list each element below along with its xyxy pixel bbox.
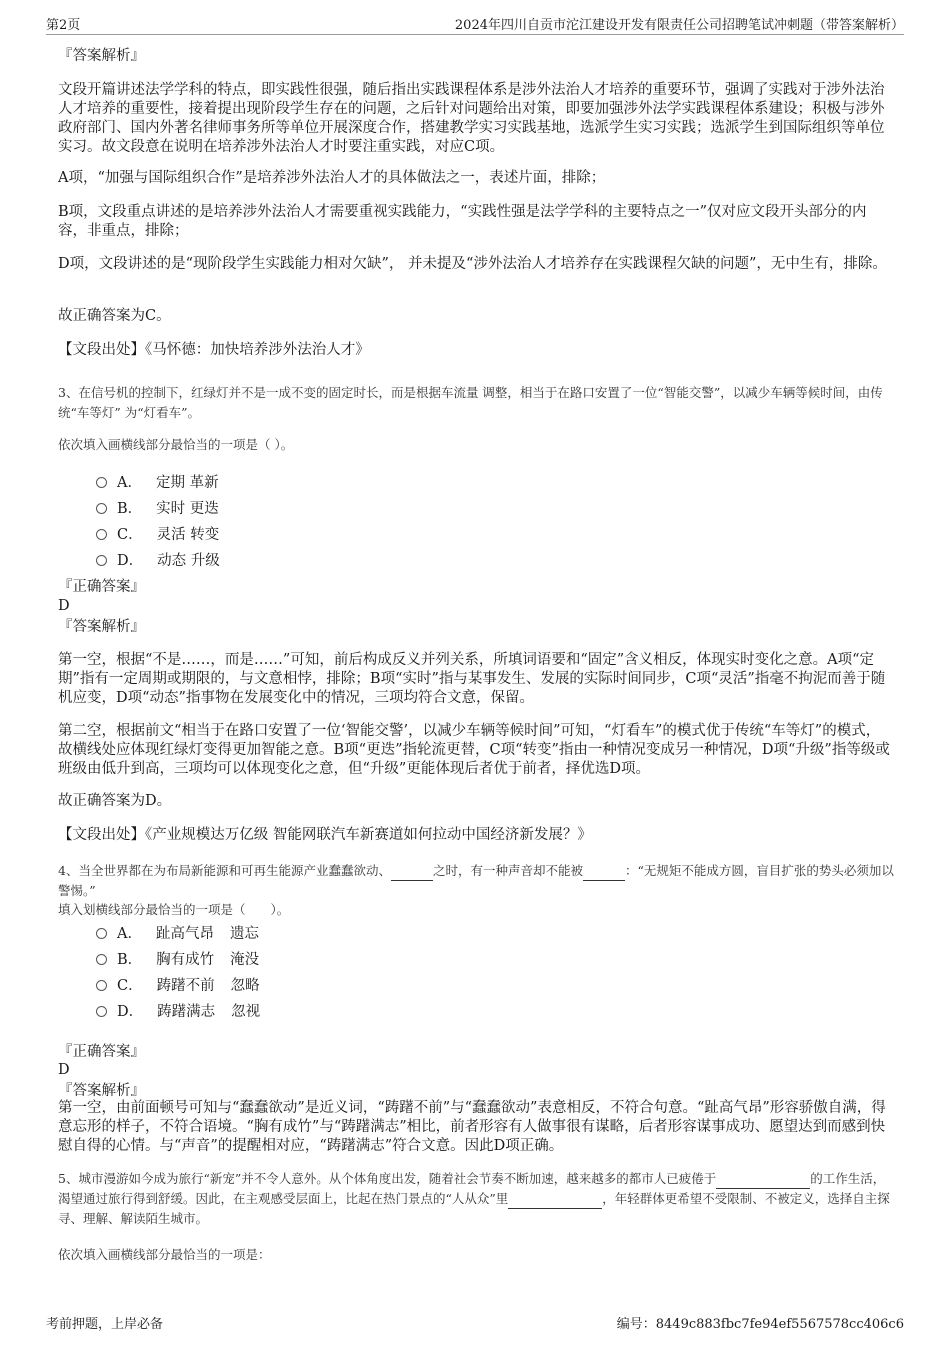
q3-option-a[interactable]: A． 定期 革新	[96, 471, 219, 491]
q4-option-b[interactable]: B． 胸有成竹 淹没	[96, 948, 259, 968]
q3-source: 【文段出处】《产业规模达万亿级 智能网联汽车新赛道如何拉动中国经济新发展？》	[58, 827, 592, 843]
radio-icon[interactable]	[96, 928, 107, 939]
q4-prompt: 填入划横线部分最恰当的一项是（ ）。	[58, 902, 290, 917]
q5-prompt: 依次填入画横线部分最恰当的一项是：	[58, 1247, 271, 1262]
q3-analysis-para1: 第一空，根据“不是……，而是……”可知，前后构成反义并列关系，所填词语要和“固定”含义相反，体现实时变化之意。A项“定期”指有一定周期或期限的，与文意相悖，排除；B项“实时”指与某事发生、发展的实际时间同步，C项“灵活”指毫不拘泥而善于随机应变，D项“动态”指事物在发展变化中的情况，三项均符合文意，保留。	[58, 652, 886, 706]
footer-document-id: 编号：8449c883fbc7fe94ef5567578cc406c6	[616, 1317, 904, 1332]
q4-answer-title: 『正确答案』	[58, 1044, 145, 1060]
radio-icon[interactable]	[96, 555, 107, 566]
q2-source: 【文段出处】《马怀德：加快培养涉外法治人才》	[58, 342, 370, 358]
q4-option-c[interactable]: C． 踌躇不前 忽略	[96, 974, 260, 994]
q3-conclusion: 故正确答案为D。	[58, 793, 172, 809]
radio-icon[interactable]	[96, 1006, 107, 1017]
q5-stem: 5、城市漫游如今成为旅行“新宠”并不令人意外。从个体角度出发，随着社会节奏不断加速，越来越多的都市人已疲倦于 的工作生活，渴望通过旅行得到舒缓。因此，在主观感受层面上，比起在热门景点的“人从众”里 ，年轻群体更希望不受限制、不被定义，选择自主探寻、理解、解读陌生城市。	[58, 1171, 890, 1226]
document-title: 2024年四川自贡市沱江建设开发有限责任公司招聘笔试冲刺题（带答案解析）	[454, 18, 904, 33]
q4-stem: 4、当全世界都在为布局新能源和可再生能源产业蠢蠢欲动、 之时，有一种声音却不能被 ：“无规矩不能成方圆，盲目扩张的势头必须加以警惕。”	[58, 863, 894, 898]
q3-prompt: 依次填入画横线部分最恰当的一项是（ ）。	[58, 437, 294, 452]
blank-line	[583, 866, 625, 881]
q4-answer: D	[58, 1062, 70, 1078]
page-header	[46, 12, 904, 35]
q4-analysis: 第一空，由前面顿号可知与“蠢蠢欲动”是近义词，“踌躇不前”与“蠢蠢欲动”表意相反，不符合句意。“趾高气昂”形容骄傲自满，得意忘形的样子，不符合语境。“胸有成竹”与“踌躇满志”相比，前者形容有人做事很有谋略，后者形容谋事成功、愿望达到而感到快慰自得的心情。与“声音”的提醒相对应，“踌躇满志”符合文意。因此D项正确。	[58, 1100, 886, 1154]
q2-analysis-option-b: B项，文段重点讲述的是培养涉外法治人才需要重视实践能力，“实践性强是法学学科的主要特点之一”仅对应文段开头部分的内容，非重点，排除；	[58, 204, 867, 239]
q3-option-d[interactable]: D． 动态 升级	[96, 549, 220, 569]
q3-option-c[interactable]: C． 灵活 转变	[96, 523, 219, 543]
radio-icon[interactable]	[96, 529, 107, 540]
radio-icon[interactable]	[96, 503, 107, 514]
q3-stem: 3、在信号机的控制下，红绿灯并不是一成不变的固定时长，而是根据车流量 调整，相当于在路口安置了一位“智能交警”，以减少车辆等候时间，由传统“车等灯” 为“灯看车”。	[58, 385, 883, 420]
q3-analysis-title: 『答案解析』	[58, 619, 145, 635]
q2-analysis-title: 『答案解析』	[58, 48, 145, 64]
blank-line	[391, 866, 433, 881]
q4-option-a[interactable]: A． 趾高气昂 遗忘	[96, 922, 259, 942]
q4-analysis-title: 『答案解析』	[58, 1083, 145, 1099]
q2-analysis-option-a: A项，“加强与国际组织合作”是培养涉外法治人才的具体做法之一，表述片面，排除；	[58, 170, 606, 186]
blank-line	[716, 1174, 810, 1189]
footer-slogan: 考前押题，上岸必备	[46, 1317, 164, 1332]
q3-answer: D	[58, 598, 70, 614]
page-number: 第2页	[46, 18, 81, 33]
q4-option-d[interactable]: D． 踌躇满志 忽视	[96, 1000, 260, 1020]
q3-analysis-para2: 第二空，根据前文“相当于在路口安置了一位‘智能交警’，以减少车辆等候时间”可知，“灯看车”的模式优于传统“车等灯”的模式，故横线处应体现红绿灯变得更加智能之意。B项“更迭”指轮流更替，C项“转变”指由一种情况变成另一种情况，D项“升级”指等级或班级由低升到高，三项均可以体现变化之意，但“升级”更能体现后者优于前者，择优选D项。	[58, 723, 890, 777]
q2-analysis-para1: 文段开篇讲述法学学科的特点，即实践性很强，随后指出实践课程体系是涉外法治人才培养的重要环节，强调了实践对于涉外法治人才培养的重要性，接着提出现阶段学生存在的问题，之后针对问题给出对策，即要加强涉外法学实践课程体系建设；积极与涉外政府部门、国内外著名律师事务所等单位开展深度合作，搭建教学实习实践基地，选派学生实习实践；选派学生到国际组织等单位实习。故文段意在说明在培养涉外法治人才时要注重实践，对应C项。	[58, 82, 885, 155]
blank-line	[508, 1194, 602, 1209]
q3-answer-title: 『正确答案』	[58, 579, 145, 595]
q2-analysis-option-d: D项，文段讲述的是“现阶段学生实践能力相对欠缺”， 并未提及“涉外法治人才培养存在实践课程欠缺的问题”，无中生有，排除。	[58, 256, 887, 272]
radio-icon[interactable]	[96, 954, 107, 965]
q3-option-b[interactable]: B． 实时 更迭	[96, 497, 219, 517]
radio-icon[interactable]	[96, 980, 107, 991]
q2-conclusion: 故正确答案为C。	[58, 308, 171, 324]
radio-icon[interactable]	[96, 477, 107, 488]
